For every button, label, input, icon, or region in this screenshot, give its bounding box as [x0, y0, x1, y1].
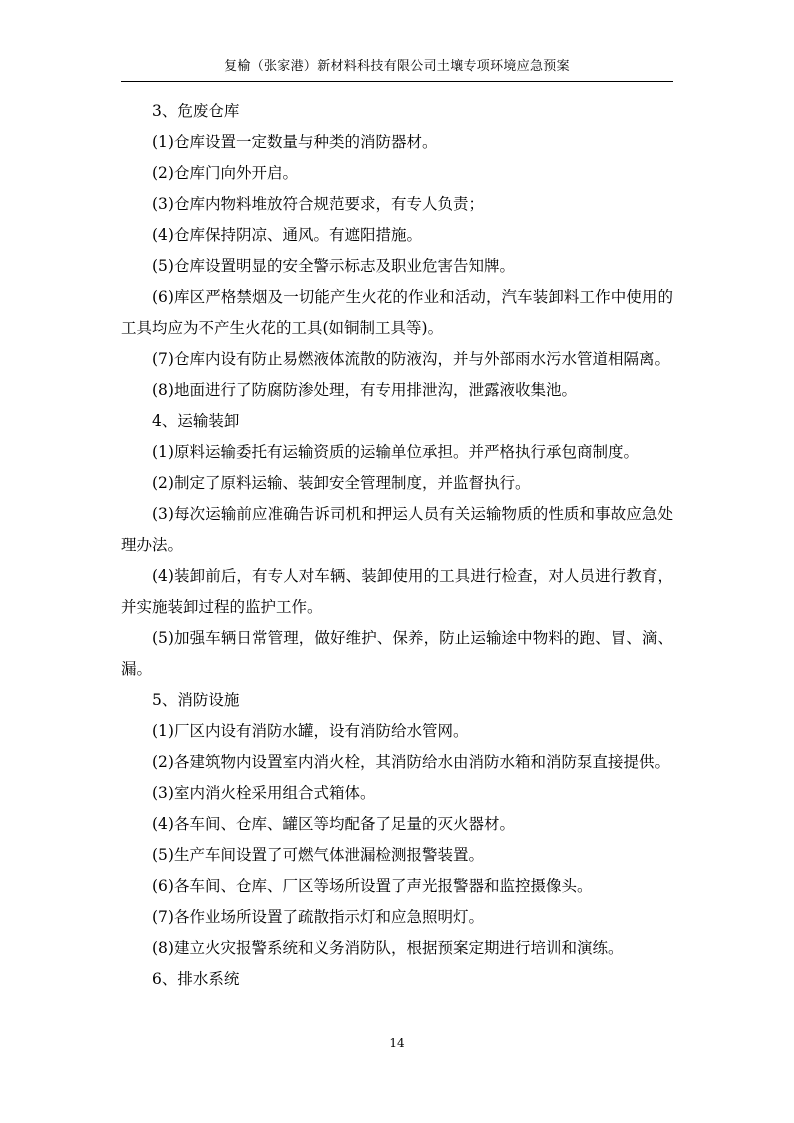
paragraph: (8)建立火灾报警系统和义务消防队，根据预案定期进行培训和演练。 — [152, 939, 624, 957]
paragraph: (4)装卸前后，有专人对车辆、装卸使用的工具进行检查，对人员进行教育，并实施装卸过程的监护工作。 — [121, 567, 673, 616]
paragraph: (4)仓库保持阴凉、通风。有遮阳措施。 — [152, 226, 422, 244]
paragraph: (3)仓库内物料堆放符合规范要求，有专人负责； — [152, 195, 484, 213]
paragraph: (2)各建筑物内设置室内消火栓，其消防给水由消防水箱和消防泵直接提供。 — [152, 753, 670, 771]
paragraph: (5)仓库设置明显的安全警示标志及职业危害告知牌。 — [152, 257, 515, 275]
header-rule — [121, 81, 673, 82]
paragraph: (3)室内消火栓采用组合式箱体。 — [152, 784, 376, 802]
section-heading: 3、危废仓库 — [152, 102, 240, 120]
page-number: 14 — [389, 1036, 405, 1050]
paragraph: (5)生产车间设置了可燃气体泄漏检测报警装置。 — [152, 846, 484, 864]
body-text — [121, 96, 673, 995]
paragraph: (5)加强车辆日常管理，做好维护、保养，防止运输途中物料的跑、冒、滴、漏。 — [121, 629, 673, 678]
section-heading: 5、消防设施 — [152, 691, 240, 709]
running-header: 复榆（张家港）新材料科技有限公司土壤专项环境应急预案 — [224, 59, 570, 74]
paragraph: (7)各作业场所设置了疏散指示灯和应急照明灯。 — [152, 908, 484, 926]
section-heading: 6、排水系统 — [152, 970, 240, 988]
paragraph: (1)仓库设置一定数量与种类的消防器材。 — [152, 133, 438, 151]
paragraph: (1)厂区内设有消防水罐，设有消防给水管网。 — [152, 722, 469, 740]
paragraph: (2)仓库门向外开启。 — [152, 164, 298, 182]
paragraph: (4)各车间、仓库、罐区等均配备了足量的灭火器材。 — [152, 815, 515, 833]
paragraph: (1)原料运输委托有运输资质的运输单位承担。并严格执行承包商制度。 — [152, 443, 639, 461]
paragraph: (2)制定了原料运输、装卸安全管理制度，并监督执行。 — [152, 474, 531, 492]
paragraph: (3)每次运输前应准确告诉司机和押运人员有关运输物质的性质和事故应急处理办法。 — [121, 505, 673, 554]
section-heading: 4、运输装卸 — [152, 412, 240, 430]
paragraph: (6)各车间、仓库、厂区等场所设置了声光报警器和监控摄像头。 — [152, 877, 593, 895]
paragraph: (7)仓库内设有防止易燃液体流散的防液沟，并与外部雨水污水管道相隔离。 — [152, 350, 670, 368]
paragraph: (6)库区严格禁烟及一切能产生火花的作业和活动，汽车装卸料工作中使用的工具均应为不产生火花的工具(如铜制工具等)。 — [121, 288, 673, 337]
paragraph: (8)地面进行了防腐防渗处理，有专用排泄沟，泄露液收集池。 — [152, 381, 577, 399]
